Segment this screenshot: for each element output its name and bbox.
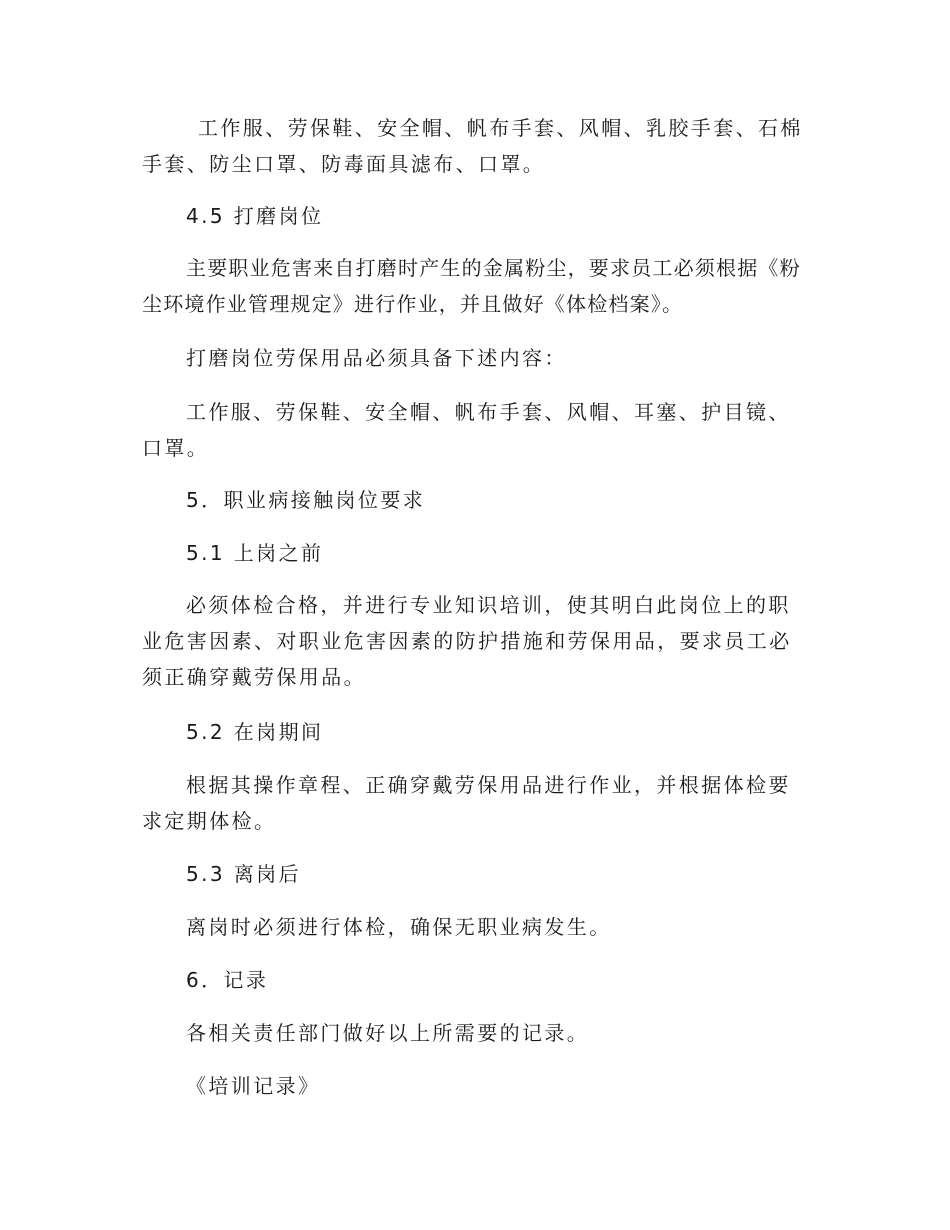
hazard-description-paragraph: 主要职业危害来自打磨时产生的金属粉尘，要求员工必须根据《粉尘环境作业管理规定》进行作业，并且做好《体检档案》。 (142, 256, 801, 316)
protective-items-paragraph: 工作服、劳保鞋、安全帽、帆布手套、风帽、乳胶手套、石棉手套、防尘口罩、防毒面具滤布、口罩。 (142, 116, 803, 176)
section-heading-5-2: 5.2 在岗期间 (186, 720, 324, 744)
requirement-intro-paragraph: 打磨岗位劳保用品必须具备下述内容： (186, 346, 567, 370)
on-job-paragraph: 根据其操作章程、正确穿戴劳保用品进行作业，并根据体检要求定期体检。 (142, 773, 791, 833)
pre-job-paragraph: 必须体检合格，并进行专业知识培训，使其明白此岗位上的职业危害因素、对职业危害因素的防护措施和劳保用品，要求员工必须正确穿戴劳保用品。 (142, 593, 792, 689)
post-job-paragraph: 离岗时必须进行体检，确保无职业病发生。 (186, 915, 612, 939)
section-heading-6: 6．记录 (186, 968, 269, 992)
grinding-protective-items-paragraph: 工作服、劳保鞋、安全帽、帆布手套、风帽、耳塞、护目镜、口罩。 (142, 400, 791, 460)
section-heading-4-5: 4.5 打磨岗位 (186, 204, 324, 228)
section-heading-5-1: 5.1 上岗之前 (186, 541, 324, 565)
training-record-title: 《培训记录》 (186, 1074, 321, 1098)
section-heading-5-3: 5.3 离岗后 (186, 862, 301, 886)
section-heading-5: 5．职业病接触岗位要求 (186, 488, 426, 512)
records-paragraph: 各相关责任部门做好以上所需要的记录。 (186, 1021, 590, 1045)
